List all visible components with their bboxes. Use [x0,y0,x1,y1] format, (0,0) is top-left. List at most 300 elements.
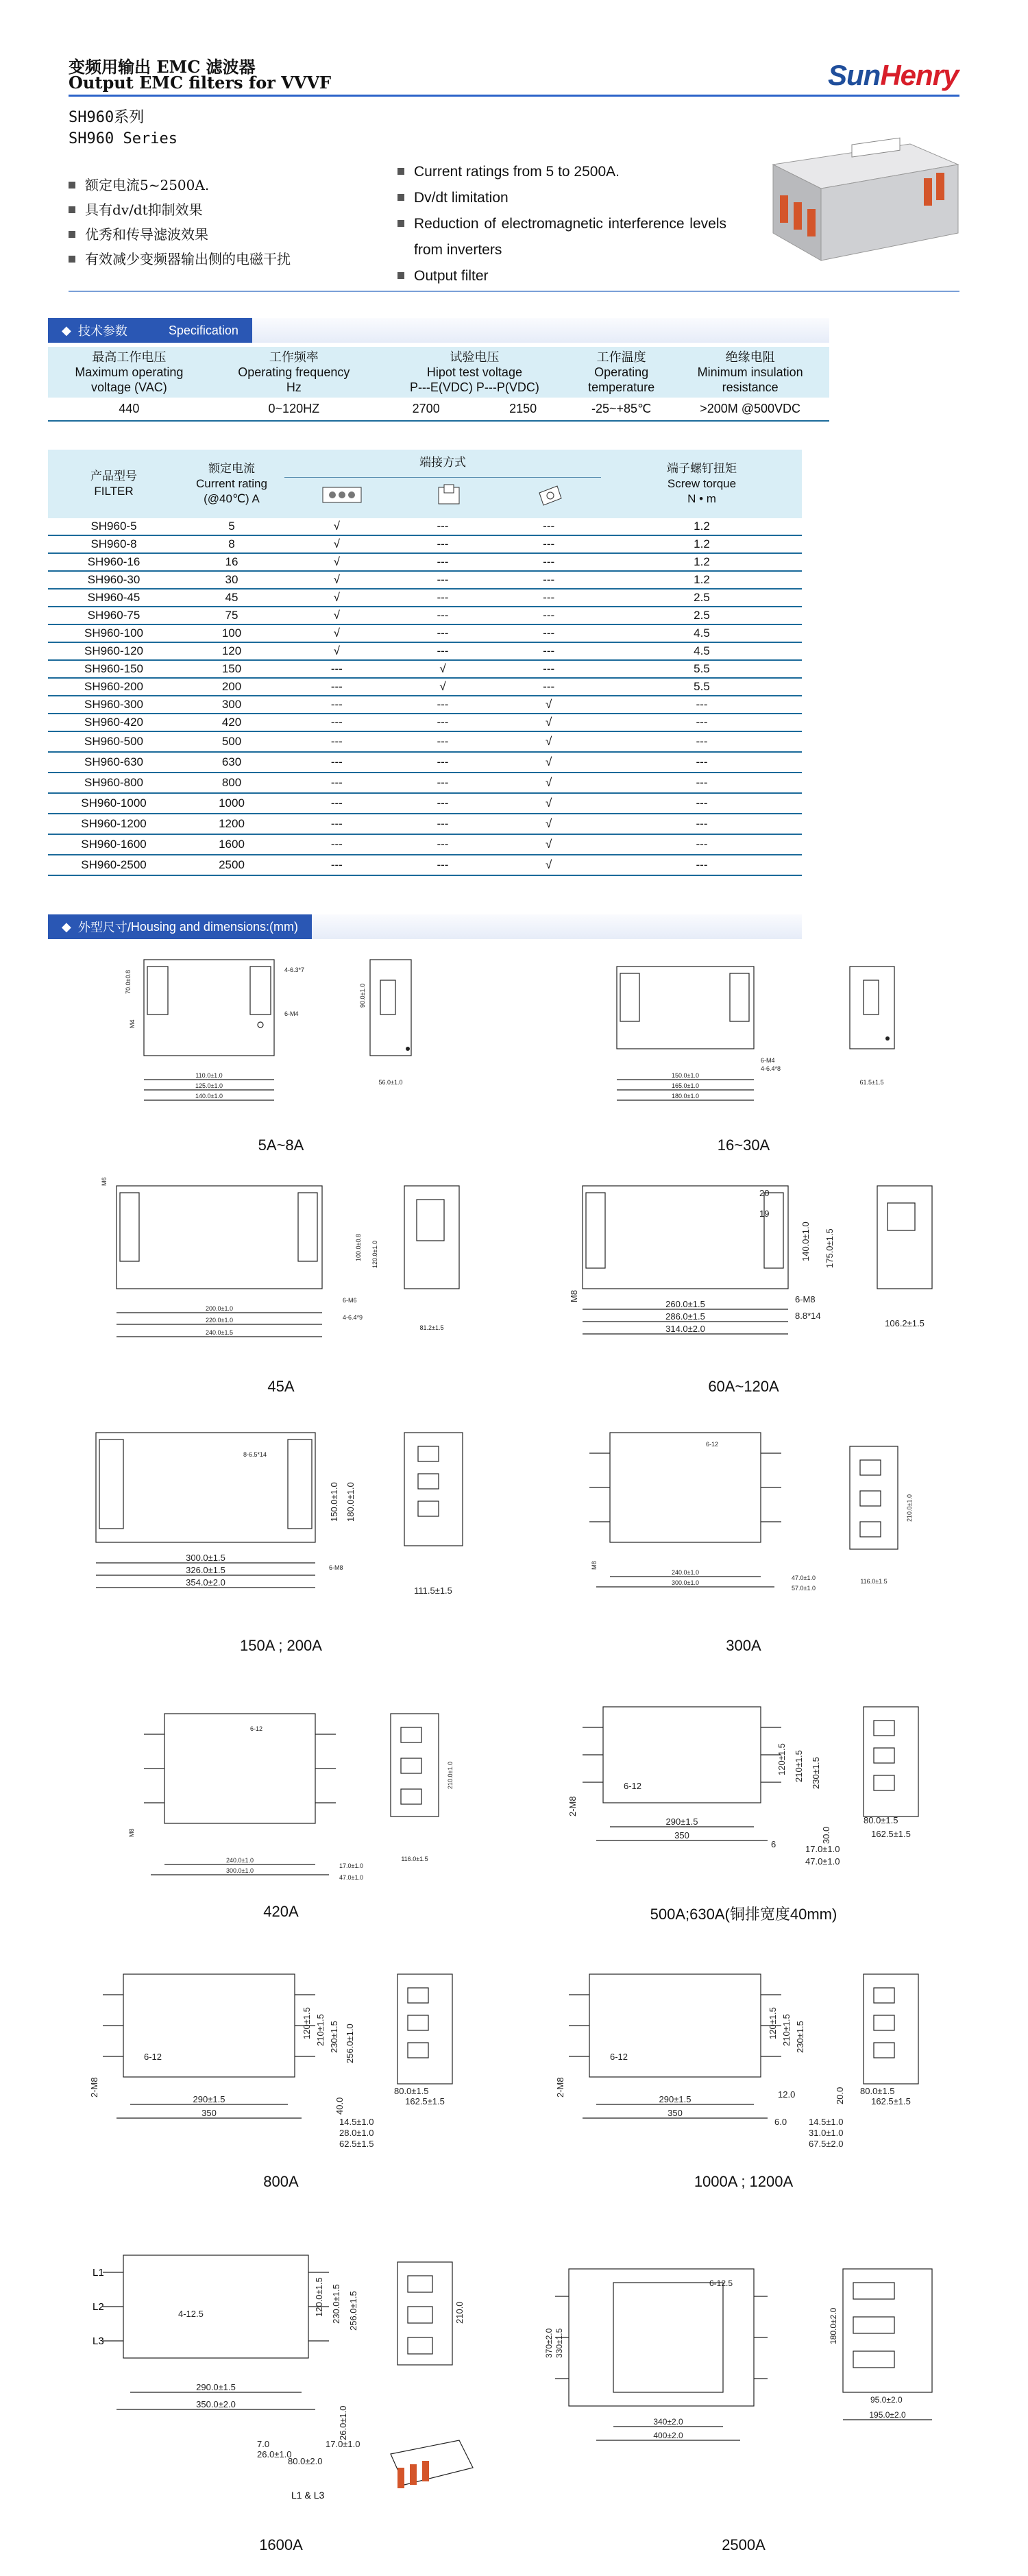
table-cell: SH960-420 [48,714,180,731]
table-cell: --- [390,607,496,624]
brand-logo: SunHenry [828,59,959,91]
table-cell: --- [390,714,496,731]
table-cell: SH960-120 [48,642,180,660]
svg-text:220.0±1.0: 220.0±1.0 [206,1317,233,1324]
table-cell: 120 [180,642,284,660]
table-cell: 500 [180,731,284,752]
table-cell: --- [284,814,390,834]
table-cell: √ [284,571,390,589]
table-cell: --- [284,834,390,855]
svg-text:256.0±1.0: 256.0±1.0 [345,2024,355,2063]
drawing-2500a [541,2255,953,2523]
table-row [48,589,802,607]
spec-header-temperature: 工作温度 Operating temperature [572,347,671,398]
table-cell: √ [495,793,602,814]
bullet-icon [397,194,404,201]
table-cell: SH960-500 [48,731,180,752]
svg-text:116.0±1.5: 116.0±1.5 [401,1856,428,1862]
table-cell: 8 [180,535,284,553]
table-cell: 200 [180,678,284,696]
svg-text:6-12: 6-12 [624,1781,642,1791]
table-cell: --- [495,518,602,535]
bullet-icon [397,168,404,175]
bullet-icon [397,220,404,227]
svg-text:2-M8: 2-M8 [567,1796,578,1816]
bullet-icon [69,182,75,189]
svg-text:M4: M4 [129,1019,136,1028]
table-cell: --- [602,855,802,875]
table-row [48,696,802,714]
table-cell: √ [495,752,602,773]
svg-text:4-12.5: 4-12.5 [178,2309,204,2319]
svg-text:120±1.5: 120±1.5 [776,1743,787,1775]
header-terminal: 端接方式 [284,450,602,518]
table-cell: --- [390,731,496,752]
table-cell: √ [495,814,602,834]
dims-tag: ◆ 外型尺寸/ Housing and dimensions:(mm) [48,914,312,939]
busbar-terminal-icon [537,483,564,508]
table-cell: √ [495,696,602,714]
caption-420a: 420A [263,1903,299,1920]
table-cell: √ [495,855,602,875]
spec-header-insulation: 绝缘电阻 Minimum insulation resistance [671,347,829,398]
svg-text:240.0±1.5: 240.0±1.5 [206,1329,233,1336]
svg-text:314.0±2.0: 314.0±2.0 [665,1324,705,1334]
svg-text:256.0±1.5: 256.0±1.5 [348,2291,358,2331]
table-cell: √ [390,678,496,696]
svg-text:8-6.5*14: 8-6.5*14 [243,1451,267,1458]
bullet-icon [397,272,404,279]
table-cell: 30 [180,571,284,589]
svg-text:210.0±1.0: 210.0±1.0 [906,1494,913,1522]
features-cn-list [69,173,291,271]
svg-text:47.0±1.0: 47.0±1.0 [792,1575,816,1581]
table-cell: 1.2 [602,553,802,571]
table-cell: 800 [180,773,284,793]
header-rule [69,95,959,97]
drawing-420a [82,1693,480,1885]
table-cell: --- [390,793,496,814]
svg-text:150.0±1.0: 150.0±1.0 [329,1482,339,1522]
table-cell: 1.2 [602,535,802,553]
table-row [48,752,802,773]
svg-text:210.0±1.0: 210.0±1.0 [447,1762,454,1789]
svg-text:L1 & L3: L1 & L3 [291,2490,325,2501]
table-cell: 16 [180,553,284,571]
svg-text:230±1.5: 230±1.5 [795,2021,805,2053]
svg-text:370±2.0: 370±2.0 [544,2328,554,2358]
bullet-icon [69,256,75,263]
svg-text:350: 350 [668,2108,683,2118]
table-cell: 75 [180,607,284,624]
caption-1600a: 1600A [259,2536,303,2553]
svg-text:300.0±1.0: 300.0±1.0 [226,1867,254,1874]
svg-text:230.0±1.5: 230.0±1.5 [331,2284,341,2324]
table-row [48,793,802,814]
spec-header-frequency: 工作频率 Operating frequency Hz [210,347,378,398]
caption-2500a: 2500A [722,2536,766,2553]
spec-band [252,318,829,343]
table-cell: √ [495,714,602,731]
svg-text:4-6.4*9: 4-6.4*9 [343,1314,363,1321]
caption-150a-200a: 150A ; 200A [240,1637,322,1654]
svg-text:2-M8: 2-M8 [89,2077,99,2098]
table-cell: 45 [180,589,284,607]
svg-text:162.5±1.5: 162.5±1.5 [871,1829,911,1839]
svg-text:4-6.4*8: 4-6.4*8 [761,1065,781,1072]
drawing-800a [82,1960,480,2159]
svg-text:8.8*14: 8.8*14 [795,1311,821,1321]
svg-text:300.0±1.0: 300.0±1.0 [672,1579,699,1586]
svg-text:6-12: 6-12 [610,2052,628,2062]
series-en: SH960 Series [69,130,178,147]
spec-section-header [48,318,829,343]
caption-1000a-1200a: 1000A ; 1200A [694,2173,794,2190]
svg-text:M8: M8 [128,1828,135,1837]
table-cell: --- [390,834,496,855]
table-cell: --- [602,696,802,714]
svg-text:2-M8: 2-M8 [555,2077,565,2098]
drawing-500a-630a [548,1693,946,1885]
svg-text:195.0±2.0: 195.0±2.0 [869,2410,906,2420]
table-cell: √ [284,624,390,642]
feature-cn: 具有dv/dt抑制效果 [69,197,291,222]
svg-text:4-6.3*7: 4-6.3*7 [284,967,305,973]
svg-text:210.0: 210.0 [454,2301,465,2324]
bolt-terminal-icon [436,483,463,507]
table-row [48,834,802,855]
table-cell: --- [390,553,496,571]
svg-text:240.0±1.0: 240.0±1.0 [672,1569,699,1576]
title-cn: 变频用输出 EMC 滤波器 [69,57,256,77]
feature-en: Current ratings from 5 to 2500A. [397,159,726,185]
header-filter: 产品型号 FILTER [48,450,180,518]
table-cell: --- [602,752,802,773]
drawing-1600a [75,2241,487,2523]
svg-text:6-12: 6-12 [144,2052,162,2062]
svg-text:56.0±1.0: 56.0±1.0 [378,1079,403,1086]
svg-text:17.0±1.0: 17.0±1.0 [326,2439,360,2449]
svg-text:47.0±1.0: 47.0±1.0 [339,1874,363,1881]
table-cell: SH960-1200 [48,814,180,834]
table-cell: SH960-1000 [48,793,180,814]
svg-text:62.5±1.5: 62.5±1.5 [339,2139,374,2149]
table-cell: --- [390,855,496,875]
table-cell: --- [390,535,496,553]
table-cell: 300 [180,696,284,714]
caption-45a: 45A [267,1378,295,1395]
table-cell: 1200 [180,814,284,834]
table-cell: 5.5 [602,678,802,696]
svg-text:230±1.5: 230±1.5 [329,2021,339,2053]
svg-text:162.5±1.5: 162.5±1.5 [405,2096,445,2106]
svg-text:120±1.5: 120±1.5 [302,2007,312,2039]
title-en: Output EMC filters for VVVF [69,73,332,93]
table-row [48,607,802,624]
table-cell: 1000 [180,793,284,814]
caption-5a-8a: 5A~8A [258,1137,304,1154]
table-cell: --- [390,589,496,607]
table-cell: --- [284,855,390,875]
table-cell: √ [495,834,602,855]
spec-table [48,347,829,422]
table-cell: --- [602,773,802,793]
svg-text:300.0±1.5: 300.0±1.5 [186,1553,225,1563]
feature-cn: 额定电流5~2500A. [69,173,291,197]
feature-cn: 优秀和传导滤波效果 [69,222,291,247]
svg-text:17.0±1.0: 17.0±1.0 [805,1844,840,1854]
table-cell: 1.2 [602,518,802,535]
spec-header-voltage: 最高工作电压 Maximum operating voltage (VAC) [48,347,210,398]
table-cell: SH960-1600 [48,834,180,855]
table-cell: 150 [180,660,284,678]
svg-text:17.0±1.0: 17.0±1.0 [339,1862,363,1869]
svg-text:31.0±1.0: 31.0±1.0 [809,2128,844,2138]
svg-text:6.0: 6.0 [774,2117,787,2127]
table-cell: SH960-800 [48,773,180,793]
svg-text:120±1.5: 120±1.5 [768,2007,778,2039]
table-row [48,773,802,793]
table-cell: 4.5 [602,624,802,642]
table-row [48,660,802,678]
table-cell: 1600 [180,834,284,855]
feature-en: Output filter [397,263,726,289]
svg-text:M6: M6 [101,1177,108,1186]
drawing-16-30a [562,953,946,1117]
table-cell: --- [495,553,602,571]
table-row [48,731,802,752]
svg-text:326.0±1.5: 326.0±1.5 [186,1565,225,1575]
svg-text:19: 19 [759,1208,770,1219]
table-cell: --- [284,696,390,714]
svg-text:L3: L3 [93,2335,104,2347]
table-cell: --- [390,624,496,642]
svg-text:6-12.5: 6-12.5 [709,2279,733,2288]
svg-text:286.0±1.5: 286.0±1.5 [665,1311,705,1322]
svg-text:120.0±1.5: 120.0±1.5 [314,2277,324,2317]
svg-text:175.0±1.5: 175.0±1.5 [824,1228,835,1268]
svg-text:106.2±1.5: 106.2±1.5 [885,1318,925,1328]
svg-text:210±1.5: 210±1.5 [794,1750,804,1782]
table-cell: --- [602,714,802,731]
features-en-list [397,159,726,289]
svg-text:95.0±2.0: 95.0±2.0 [870,2395,903,2405]
caption-60a-120a: 60A~120A [708,1378,779,1395]
table-cell: --- [390,696,496,714]
svg-text:M8: M8 [591,1561,598,1570]
table-cell: SH960-150 [48,660,180,678]
svg-text:125.0±1.0: 125.0±1.0 [195,1082,223,1089]
svg-text:L2: L2 [93,2301,104,2313]
table-cell: --- [390,642,496,660]
svg-text:6: 6 [771,1839,776,1849]
table-cell: 5 [180,518,284,535]
svg-text:20.0: 20.0 [835,2087,845,2104]
svg-text:57.0±1.0: 57.0±1.0 [792,1585,816,1592]
spec-header-hipot: 试验电压 Hipot test voltage P---E(VDC) P---P(VDC) [378,347,572,398]
table-row [48,624,802,642]
spec-tag: ◆ 技术参数 Specification [48,318,252,343]
svg-text:340±2.0: 340±2.0 [653,2417,683,2427]
table-row [48,642,802,660]
drawing-300a [548,1426,946,1618]
drawing-1000a-1200a [548,1960,946,2159]
svg-text:6-12: 6-12 [706,1441,719,1448]
svg-text:330±1.5: 330±1.5 [554,2328,564,2358]
diamond-icon: ◆ [62,919,71,934]
table-cell: --- [284,731,390,752]
svg-text:80.0±1.5: 80.0±1.5 [860,2086,895,2096]
table-cell: --- [495,624,602,642]
table-cell: --- [495,589,602,607]
svg-text:162.5±1.5: 162.5±1.5 [871,2096,911,2106]
table-row [48,571,802,589]
svg-text:61.5±1.5: 61.5±1.5 [859,1079,884,1086]
terminal-block-icon [321,483,363,507]
svg-text:350: 350 [201,2108,217,2118]
table-cell: 2.5 [602,589,802,607]
drawing-45a [89,1172,473,1364]
table-cell: --- [495,571,602,589]
svg-text:6-M8: 6-M8 [329,1564,343,1571]
svg-text:6-M8: 6-M8 [795,1294,816,1304]
table-cell: √ [495,731,602,752]
table-cell: --- [284,773,390,793]
svg-text:260.0±1.5: 260.0±1.5 [665,1299,705,1309]
svg-text:14.5±1.0: 14.5±1.0 [809,2117,844,2127]
svg-text:290±1.5: 290±1.5 [193,2094,225,2104]
table-cell: 1.2 [602,571,802,589]
table-cell: SH960-100 [48,624,180,642]
table-cell: --- [390,814,496,834]
svg-text:80.0±1.5: 80.0±1.5 [864,1815,898,1825]
svg-text:210±1.5: 210±1.5 [315,2014,326,2046]
table-cell: --- [284,752,390,773]
svg-text:14.5±1.0: 14.5±1.0 [339,2117,374,2127]
svg-text:L1: L1 [93,2267,104,2279]
table-row [48,553,802,571]
svg-text:400±2.0: 400±2.0 [653,2431,683,2440]
table-cell: --- [390,773,496,793]
svg-text:7.0: 7.0 [257,2439,270,2449]
table-cell: SH960-200 [48,678,180,696]
caption-300a: 300A [726,1637,761,1654]
svg-text:81.2±1.5: 81.2±1.5 [419,1324,444,1331]
table-row [48,814,802,834]
svg-text:20: 20 [759,1188,770,1198]
svg-text:150.0±1.0: 150.0±1.0 [672,1072,699,1079]
table-row [48,714,802,731]
series-cn: SH960系列 [69,109,145,126]
svg-text:28.0±1.0: 28.0±1.0 [339,2128,374,2138]
table-cell: SH960-630 [48,752,180,773]
table-cell: --- [284,714,390,731]
table-cell: √ [284,589,390,607]
table-cell: --- [495,678,602,696]
svg-text:26.0±1.0: 26.0±1.0 [338,2405,348,2440]
svg-text:80.0±1.5: 80.0±1.5 [394,2086,429,2096]
table-cell: √ [495,773,602,793]
svg-text:12.0: 12.0 [778,2089,796,2100]
table-cell: SH960-2500 [48,855,180,875]
svg-text:240.0±1.0: 240.0±1.0 [226,1857,254,1864]
svg-text:180.0±2.0: 180.0±2.0 [829,2307,838,2344]
table-cell: --- [284,793,390,814]
svg-text:354.0±2.0: 354.0±2.0 [186,1577,225,1588]
table-cell: --- [495,660,602,678]
table-row [48,855,802,875]
drawing-150a-200a [82,1426,480,1618]
table-cell: --- [602,793,802,814]
header-torque: 端子螺钉扭矩 Screw torque N • m [602,450,802,518]
svg-text:67.5±2.0: 67.5±2.0 [809,2139,844,2149]
bullet-icon [69,231,75,238]
table-cell: --- [390,571,496,589]
table-cell: √ [284,535,390,553]
svg-text:230±1.5: 230±1.5 [811,1757,821,1789]
svg-text:M8: M8 [569,1289,579,1302]
table-cell: 2500 [180,855,284,875]
table-cell: 5.5 [602,660,802,678]
product-photo [759,130,965,267]
table-cell: SH960-45 [48,589,180,607]
svg-text:210±1.5: 210±1.5 [781,2014,792,2046]
bullet-icon [69,206,75,213]
svg-text:180.0±1.0: 180.0±1.0 [672,1093,699,1099]
table-cell: --- [390,752,496,773]
table-cell: SH960-300 [48,696,180,714]
table-cell: 630 [180,752,284,773]
table-cell: 100 [180,624,284,642]
table-cell: --- [284,678,390,696]
caption-500a-630a: 500A;630A(铜排宽度40mm) [650,1906,837,1923]
table-cell: SH960-8 [48,535,180,553]
table-cell: √ [390,660,496,678]
svg-text:165.0±1.0: 165.0±1.0 [672,1082,699,1089]
table-cell: --- [602,731,802,752]
divider [69,291,959,292]
caption-16-30a: 16~30A [717,1137,770,1154]
table-cell: 420 [180,714,284,731]
table-cell: --- [602,834,802,855]
svg-text:290±1.5: 290±1.5 [659,2094,692,2104]
svg-text:70.0±0.8: 70.0±0.8 [125,970,132,994]
svg-text:111.5±1.5: 111.5±1.5 [414,1585,452,1596]
header-current: 额定电流 Current rating (@40℃) A [180,450,284,518]
table-cell: --- [495,642,602,660]
table-cell: √ [284,607,390,624]
table-cell: SH960-16 [48,553,180,571]
caption-800a: 800A [263,2173,299,2190]
svg-text:100.0±0.8: 100.0±0.8 [355,1234,362,1261]
drawing-60a-120a [562,1172,946,1364]
feature-cn: 有效减少变频器输出侧的电磁干扰 [69,247,291,271]
svg-text:40.0: 40.0 [334,2097,345,2115]
spec-values-row: 440 0~120HZ 2700 2150 -25~+85℃ >200M @500VDC [48,398,829,421]
svg-text:350.0±2.0: 350.0±2.0 [196,2399,236,2409]
svg-text:30.0: 30.0 [821,1826,831,1844]
svg-text:6-M4: 6-M4 [761,1057,775,1064]
table-cell: --- [495,535,602,553]
svg-text:110.0±1.0: 110.0±1.0 [195,1072,223,1079]
table-cell: √ [284,642,390,660]
feature-en: Reduction of electromagnetic interference levels from inverters [397,211,726,263]
table-cell: 4.5 [602,642,802,660]
dims-band [312,914,802,939]
svg-text:350: 350 [674,1830,689,1840]
table-cell: --- [284,660,390,678]
table-row [48,518,802,535]
